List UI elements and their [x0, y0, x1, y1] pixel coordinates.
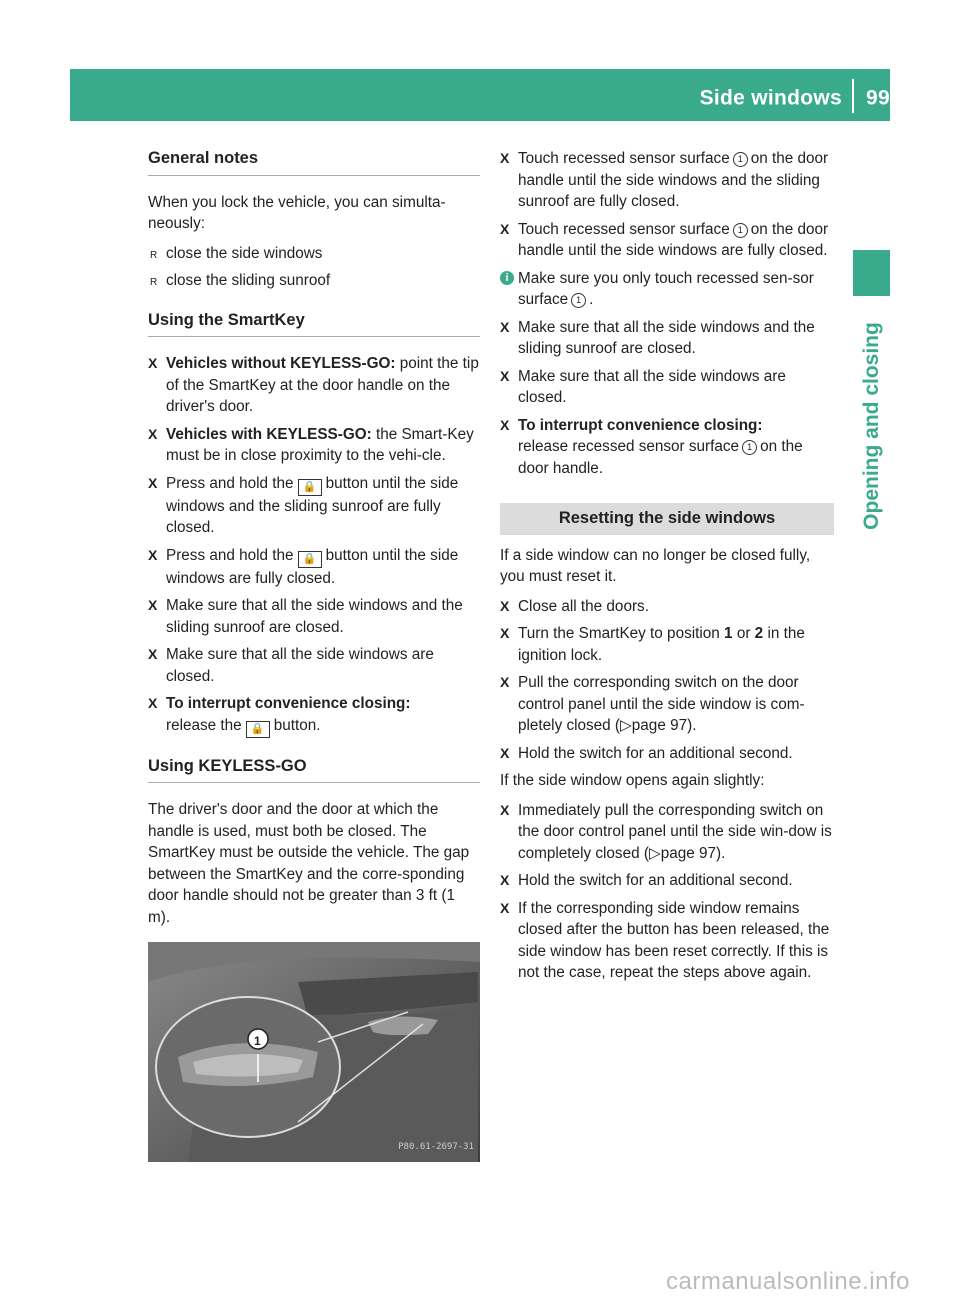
- keyless-go-text: The driver's door and the door at which the handle is used, must both be closed. The SmartKey must be outside the vehicle. The gap between the SmartKey and the corre-sponding door handle should not be greater than 3 ft (1 m).: [148, 801, 470, 926]
- step-arrow-icon: X: [148, 695, 158, 711]
- header-divider: [852, 79, 854, 113]
- page-header: [700, 85, 890, 113]
- instruction-step: X Make sure that all the side windows and the sliding sunroof are closed.: [148, 597, 463, 636]
- info-note: i Make sure you only touch recessed sen-sor surface 1 .: [500, 268, 834, 311]
- callout-1-icon: 1: [571, 293, 586, 308]
- instruction-step: X To interrupt convenience closing: release recessed sensor surface 1 on the door handle.: [500, 416, 803, 477]
- step-arrow-icon: X: [148, 646, 158, 662]
- heading-resetting-side-windows: Resetting the side windows: [500, 503, 834, 535]
- instruction-step: X If the corresponding side window remains closed after the button has been released, the side window has been reset correctly. If this is not the case, repeat the steps above again.: [500, 899, 830, 981]
- reset-condition-text: If the side window opens again slightly:: [500, 772, 765, 789]
- figure-code: P80.61-2697-31: [398, 1141, 474, 1152]
- step-arrow-icon: X: [500, 801, 510, 818]
- chapter-label: Opening and closing: [860, 322, 883, 530]
- page-reference-link[interactable]: page 97: [631, 717, 688, 734]
- page-number: 99: [866, 86, 890, 110]
- heading-general-notes: General notes: [148, 148, 480, 176]
- step-arrow-icon: X: [148, 474, 158, 491]
- general-notes-intro: When you lock the vehicle, you can simulta-neously:: [148, 193, 446, 232]
- step-arrow-icon: X: [500, 744, 510, 761]
- step-arrow-icon: X: [148, 546, 158, 563]
- step-arrow-icon: X: [148, 597, 158, 613]
- heading-using-smartkey: Using the SmartKey: [148, 310, 480, 338]
- door-handle-figure: [148, 942, 480, 1162]
- list-item: R close the side windows: [148, 243, 480, 265]
- instruction-step: X Touch recessed sensor surface 1 on the door handle until the side windows are fully closed.: [500, 220, 829, 259]
- instruction-step: X Turn the SmartKey to position 1 or 2 in the ignition lock.: [500, 625, 805, 664]
- section-title: Side windows: [699, 86, 843, 110]
- step-arrow-icon: X: [500, 872, 510, 888]
- lock-button-icon: 🔒: [298, 551, 322, 568]
- info-icon: i: [500, 271, 514, 285]
- left-column: [148, 148, 480, 1162]
- site-watermark: carmanualsonline.info: [666, 1268, 910, 1295]
- step-arrow-icon: X: [148, 355, 158, 371]
- instruction-step: X Make sure that all the side windows and the sliding sunroof are closed.: [500, 318, 815, 357]
- step-arrow-icon: X: [500, 625, 510, 641]
- step-arrow-icon: X: [500, 318, 510, 335]
- step-arrow-icon: X: [500, 367, 510, 384]
- instruction-step: X Hold the switch for an additional second.: [500, 870, 834, 892]
- instruction-step: X To interrupt convenience closing: release the 🔒 button.: [148, 693, 480, 738]
- instruction-step: X Press and hold the 🔒 button until the side windows and the sliding sunroof are fully closed.: [148, 474, 459, 536]
- step-arrow-icon: X: [500, 150, 510, 166]
- page-ref-arrow-icon: ▷: [620, 717, 632, 734]
- right-column: [500, 148, 834, 990]
- lock-button-icon: 🔒: [246, 721, 270, 738]
- car-door-illustration: [148, 942, 480, 1162]
- instruction-step: X Pull the corresponding switch on the door control panel until the side window is com-pletely closed (▷page 97).: [500, 674, 805, 734]
- step-arrow-icon: X: [500, 416, 510, 433]
- instruction-step: X Press and hold the 🔒 button until the side windows are fully closed.: [148, 546, 459, 587]
- bullet-marker-icon: R: [150, 249, 158, 261]
- step-arrow-icon: X: [148, 425, 158, 442]
- callout-1-icon: 1: [733, 152, 748, 167]
- instruction-step: X Vehicles with KEYLESS-GO: the Smart-Key must be in close proximity to the vehi-cle.: [148, 425, 474, 464]
- step-arrow-icon: X: [500, 674, 510, 690]
- instruction-step: X Vehicles without KEYLESS-GO: point the tip of the SmartKey at the door handle on the driver's door.: [148, 355, 479, 415]
- page-ref-arrow-icon: ▷: [648, 844, 661, 862]
- step-arrow-icon: X: [500, 597, 510, 614]
- instruction-step: X Touch recessed sensor surface 1 on the door handle until the side windows and the sliding sunroof are fully closed.: [500, 150, 829, 210]
- reset-intro: If a side window can no longer be closed fully, you must reset it.: [500, 546, 811, 585]
- heading-using-keyless-go: Using KEYLESS-GO: [148, 756, 480, 784]
- callout-1-icon: 1: [742, 440, 757, 455]
- instruction-step: X Immediately pull the corresponding switch on the door control panel until the side win-dow is completely closed (▷page 97).: [500, 801, 832, 862]
- chapter-tab-marker: [853, 250, 890, 296]
- callout-1-icon: 1: [733, 223, 748, 238]
- step-arrow-icon: X: [500, 899, 510, 916]
- instruction-step: X Make sure that all the side windows are closed.: [148, 646, 434, 685]
- instruction-step: X Close all the doors.: [500, 596, 834, 618]
- step-arrow-icon: X: [500, 220, 510, 237]
- page-reference-link[interactable]: page 97: [660, 844, 716, 862]
- bullet-marker-icon: R: [150, 277, 158, 288]
- list-item: R close the sliding sunroof: [148, 270, 480, 292]
- callout-number: 1: [254, 1034, 261, 1048]
- instruction-step: X Hold the switch for an additional second.: [500, 743, 834, 765]
- instruction-step: X Make sure that all the side windows are closed.: [500, 367, 786, 406]
- lock-button-icon: 🔒: [298, 479, 322, 496]
